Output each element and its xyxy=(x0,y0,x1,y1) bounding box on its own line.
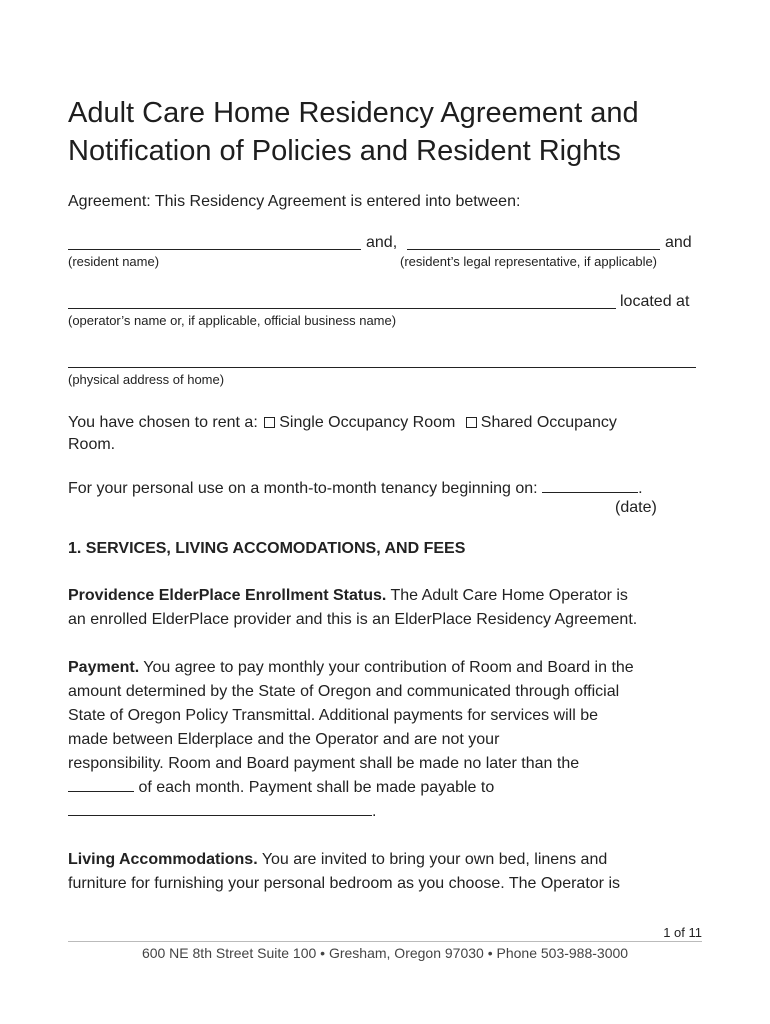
address-blank[interactable] xyxy=(68,352,696,368)
payment-line-1: You agree to pay monthly your contribution of Room and Board in the xyxy=(143,659,634,676)
footer-address: 600 NE 8th Street Suite 100 • Gresham, Oregon 97030 • Phone 503-988-3000 xyxy=(141,945,629,961)
payment-line-6: of each month. Payment shall be made payable to xyxy=(138,779,495,796)
tenancy-period: . xyxy=(638,480,643,497)
living-line-2: furniture for furnishing your personal bedroom as you choose. The Operator is xyxy=(68,875,620,892)
payment-line-7-end: . xyxy=(372,803,377,820)
intro-text: Agreement: This Residency Agreement is entered into between: xyxy=(68,193,521,210)
section-1-heading: 1. SERVICES, LIVING ACCOMODATIONS, AND FEES xyxy=(68,540,466,557)
living-paragraph xyxy=(68,848,708,896)
legal-rep-label: (resident’s legal representative, if applicable) xyxy=(400,254,658,269)
single-room-checkbox[interactable] xyxy=(264,417,275,428)
enrollment-line-2: an enrolled ElderPlace provider and this is an ElderPlace Residency Agreement. xyxy=(68,611,638,628)
page-number: 1 of 11 xyxy=(663,925,702,940)
room-choice-line xyxy=(68,413,617,433)
payment-line-5: responsibility. Room and Board payment shall be made no later than the xyxy=(68,755,580,772)
tenancy-line xyxy=(68,478,643,499)
tenancy-date-blank[interactable] xyxy=(542,478,638,493)
resident-name-label: (resident name) xyxy=(68,254,160,269)
footer-divider xyxy=(68,941,702,942)
shared-room-label-cont: Room. xyxy=(68,436,116,453)
located-at-text: located at xyxy=(620,293,690,310)
payable-to-blank[interactable] xyxy=(68,801,372,816)
payment-line-2: amount determined by the State of Oregon and communicated through official xyxy=(68,683,620,700)
payment-paragraph xyxy=(68,656,708,824)
payment-line-3: State of Oregon Policy Transmittal. Additional payments for services will be xyxy=(68,707,599,724)
shared-room-checkbox[interactable] xyxy=(466,417,477,428)
shared-room-label: Shared Occupancy xyxy=(480,414,617,431)
payment-line-4: made between Elderplace and the Operator and are not your xyxy=(68,731,500,748)
enrollment-line-1: The Adult Care Home Operator is xyxy=(390,587,628,604)
enrollment-heading: Providence ElderPlace Enrollment Status. xyxy=(68,587,387,604)
single-room-label: Single Occupancy Room xyxy=(279,414,456,431)
and-text-1: and, xyxy=(366,234,398,251)
date-label: (date) xyxy=(615,499,657,516)
room-prefix: You have chosen to rent a: xyxy=(68,414,258,431)
enrollment-paragraph xyxy=(68,584,708,632)
legal-rep-blank[interactable] xyxy=(407,234,660,250)
tenancy-text: For your personal use on a month-to-month tenancy beginning on: xyxy=(68,480,538,497)
address-label: (physical address of home) xyxy=(68,372,225,387)
resident-name-blank[interactable] xyxy=(68,234,361,250)
operator-label: (operator’s name or, if applicable, official business name) xyxy=(68,313,397,328)
payment-heading: Payment. xyxy=(68,659,140,676)
operator-name-blank[interactable] xyxy=(68,293,616,309)
and-text-2: and xyxy=(665,234,692,251)
payment-day-blank[interactable] xyxy=(68,777,134,792)
document-title: Adult Care Home Residency Agreement and Notification of Policies and Resident Rights xyxy=(68,97,639,167)
living-heading: Living Accommodations. xyxy=(68,851,258,868)
living-line-1: You are invited to bring your own bed, linens and xyxy=(261,851,608,868)
